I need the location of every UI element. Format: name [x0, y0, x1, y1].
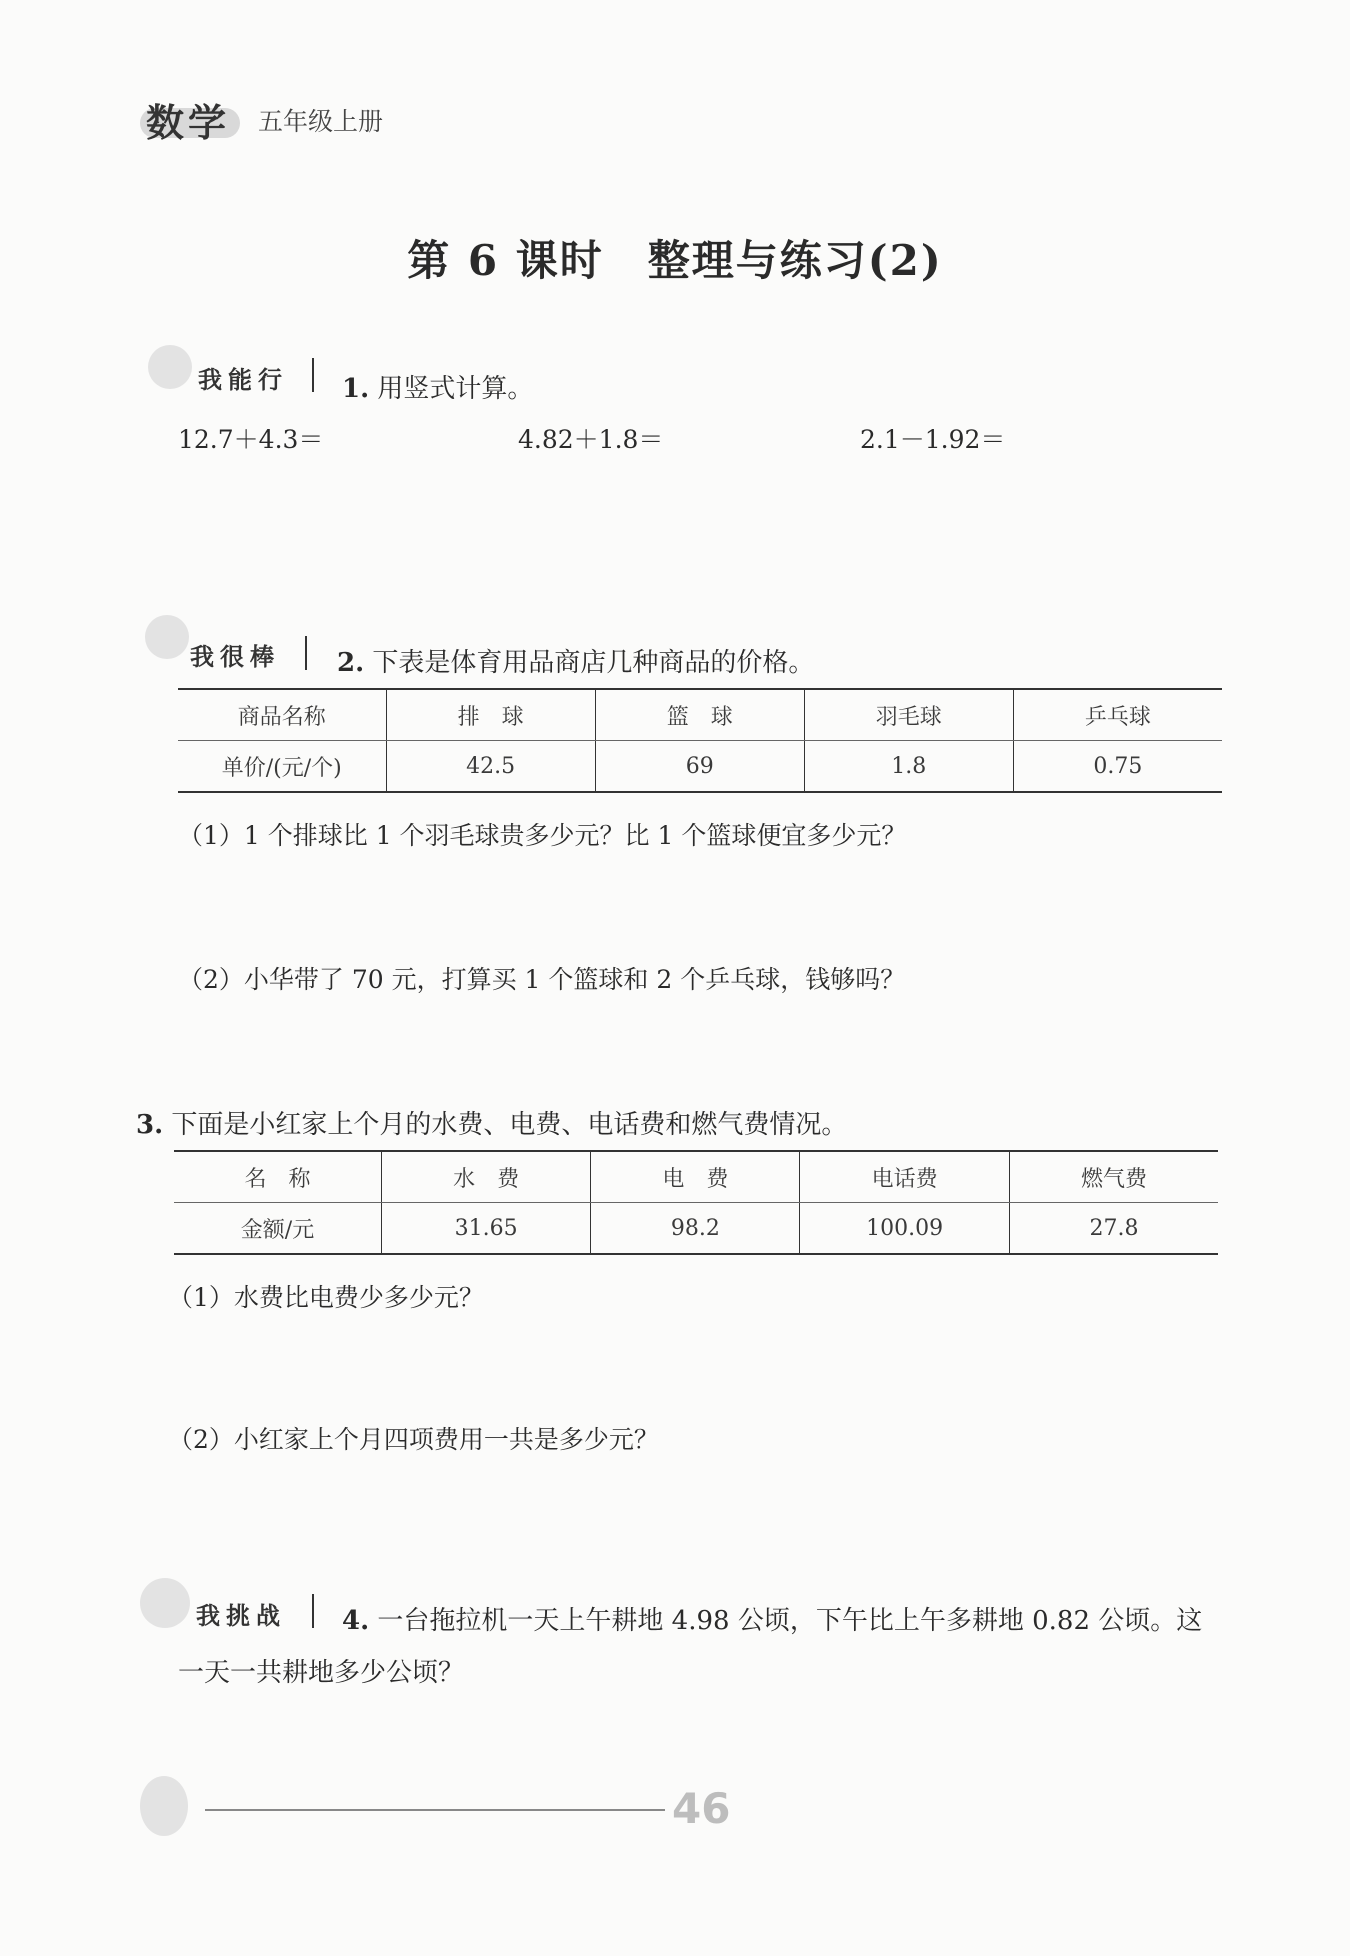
badge-divider	[312, 358, 314, 392]
question-text-continued: 一天一共耕地多少公顷？	[178, 1658, 465, 1688]
question-2	[337, 642, 814, 679]
page-title: 第 6 课时 整理与练习(2)	[407, 236, 943, 285]
mascot-icon	[140, 1578, 190, 1628]
table-cell: 27.8	[1009, 1203, 1218, 1255]
question-4	[342, 1600, 1202, 1637]
question-3	[136, 1104, 847, 1141]
question-number: 4.	[342, 1606, 370, 1636]
table-cell: 单价/(元/个)	[221, 755, 342, 781]
table-cell: 42.5	[386, 741, 595, 793]
table-cell: 100.09	[800, 1203, 1010, 1255]
table-header-cell: 商品名称	[178, 689, 386, 741]
calc-item: 2.1－1.92＝	[860, 425, 1006, 454]
mascot-icon	[145, 615, 189, 659]
question-number: 3.	[136, 1110, 164, 1140]
table-cell: 0.75	[1013, 741, 1222, 793]
badge-label: 我能行	[198, 366, 288, 394]
subquestion: （1）水费比电费少多少元？	[168, 1283, 484, 1312]
badge-divider	[305, 636, 307, 670]
badge-label: 我很棒	[190, 643, 280, 671]
footer-divider	[205, 1809, 665, 1811]
calc-item: 4.82＋1.8＝	[518, 425, 664, 454]
question-number: 2.	[337, 648, 365, 678]
mascot-icon	[148, 345, 192, 389]
table-header-cell: 电话费	[800, 1151, 1010, 1203]
table-cell: 1.8	[804, 741, 1013, 793]
question-text: 下面是小红家上个月的水费、电费、电话费和燃气费情况。	[171, 1110, 848, 1140]
table-cell: 31.65	[381, 1203, 590, 1255]
table-cell: 98.2	[591, 1203, 800, 1255]
subquestion: （2）小华带了 70 元，打算买 1 个篮球和 2 个乒乓球，钱够吗？	[178, 965, 906, 994]
table-header-cell: 燃气费	[1009, 1151, 1218, 1203]
table-row	[174, 1203, 1218, 1255]
question-number: 1.	[342, 374, 370, 404]
price-table	[178, 688, 1222, 793]
table-header-row	[178, 689, 1222, 741]
page-number: 46	[672, 1784, 731, 1833]
subject-label: 数学	[146, 101, 231, 145]
table-header-cell: 水 费	[381, 1151, 590, 1203]
calc-item: 12.7＋4.3＝	[178, 425, 324, 454]
subquestion: （1）1 个排球比 1 个羽毛球贵多少元？比 1 个篮球便宜多少元？	[178, 821, 907, 850]
table-header-cell: 名 称	[174, 1151, 381, 1203]
subquestion: （2）小红家上个月四项费用一共是多少元？	[168, 1425, 659, 1454]
table-header-cell: 排 球	[386, 689, 595, 741]
table-row	[178, 741, 1222, 793]
table-cell: 69	[595, 741, 804, 793]
question-text: 下表是体育用品商店几种商品的价格。	[372, 648, 815, 678]
question-text: 一台拖拉机一天上午耕地 4.98 公顷，下午比上午多耕地 0.82 公顷。这	[377, 1606, 1203, 1636]
badge-divider	[312, 1594, 314, 1628]
question-text: 用竖式计算。	[377, 374, 534, 404]
fee-table	[174, 1150, 1218, 1255]
table-header-row	[174, 1151, 1218, 1203]
table-header-cell: 电 费	[591, 1151, 800, 1203]
badge-label: 我挑战	[196, 1602, 286, 1630]
grade-label: 五年级上册	[258, 107, 384, 136]
table-header-cell: 乒乓球	[1013, 689, 1222, 741]
table-header-cell: 羽毛球	[804, 689, 1013, 741]
footer-mascot-icon	[140, 1776, 188, 1836]
table-cell: 金额/元	[240, 1217, 315, 1243]
question-1	[342, 368, 533, 405]
table-header-cell: 篮 球	[595, 689, 804, 741]
